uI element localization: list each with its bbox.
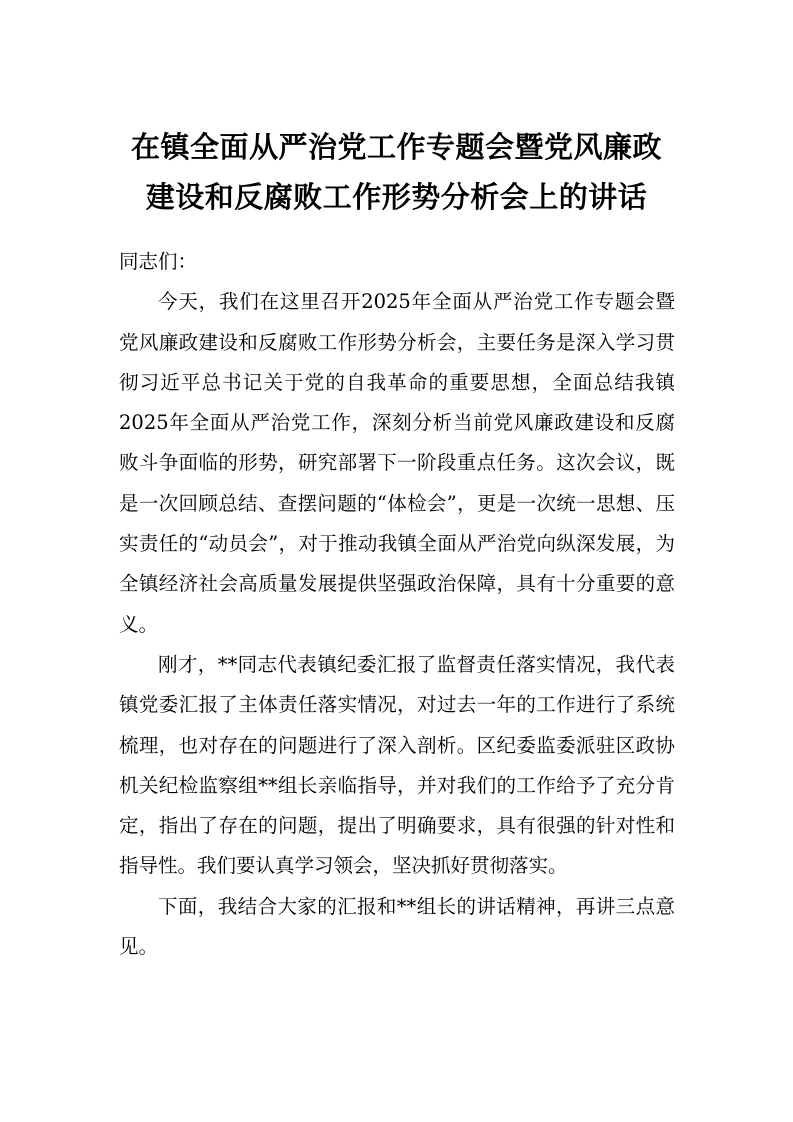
- paragraph-3: 下面，我结合大家的汇报和**组长的讲话精神，再讲三点意见。: [119, 894, 675, 959]
- document-title-line-1: 在镇全面从严治党工作专题会暨党风廉政: [130, 130, 662, 164]
- salutation: 同志们：: [119, 250, 198, 273]
- document-title-line-2: 建设和反腐败工作形势分析会上的讲话: [145, 180, 648, 214]
- paragraph-2: 刚才，**同志代表镇纪委汇报了监督责任落实情况，我代表镇党委汇报了主体责任落实情况，对过去一年的工作进行了系统梳理，也对存在的问题进行了深入剖析。区纪委监委派驻区政协机关纪检监察组**组长亲临指导，并对我们的工作给予了充分肯定，指出了存在的问题，提出了明确要求，具有很强的针对性和指导性。我们要认真学习领会，坚决抓好贯彻落实。: [119, 652, 675, 878]
- document-body: [119, 242, 675, 967]
- paragraph-1: 今天，我们在这里召开2025年全面从严治党工作专题会暨党风廉政建设和反腐败工作形势分析会，主要任务是深入学习贯彻习近平总书记关于党的自我革命的重要思想，全面总结我镇2025年全面从严治党工作，深刻分析当前党风廉政建设和反腐败斗争面临的形势，研究部署下一阶段重点任务。这次会议，既是一次回顾总结、查摆问题的“体检会”，更是一次统一思想、压实责任的“动员会”，对于推动我镇全面从严治党向纵深发展，为全镇经济社会高质量发展提供坚强政治保障，具有十分重要的意义。: [119, 290, 675, 636]
